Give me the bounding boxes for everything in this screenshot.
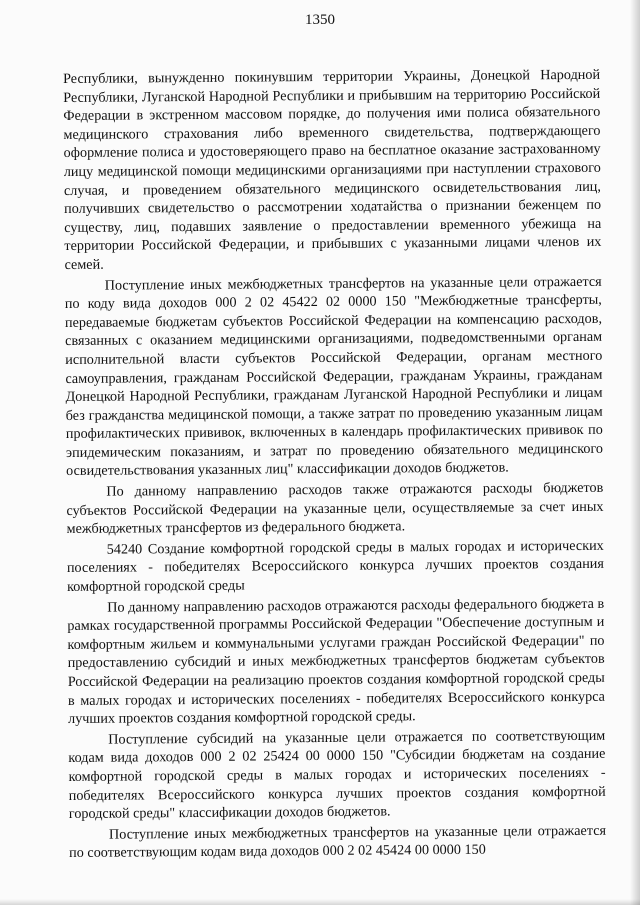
paragraph-3: По данному направлению расходов также отражаются расходы бюджетов субъектов Российской Федерации на указанные цели, осуществляемые за счет иных межбюджетных трансфертов из федерального бюджета. xyxy=(66,479,604,538)
paragraph-1: Республики, вынужденно покинувшим территории Украины, Донецкой Народной Республики, Луганской Народной Республики и прибывшим на территорию Российской Федерации в экстренном массовом порядке, до получения ими полиса обязательного медицинского страхования либо временного свидетельства, подтверждающего оформление полиса и удостоверяющего право на бесплатное оказание застрахованному лицу медицинской помощи медицинскими организациями при наступлении страхового случая, и проведением обязательного медицинского освидетельствования лиц, получивших свидетельство о рассмотрении ходатайства о признании беженцем по существу, лиц, подавших заявление о предоставлении временного убежища на территории Российской Федерации, и прибывших с указанными лицами членов их семей. xyxy=(63,66,602,273)
document-body xyxy=(63,66,606,865)
page-number: 1350 xyxy=(305,12,335,28)
paragraph-4-heading: 54240 Создание комфортной городской среды в малых городах и исторических поселениях - победителях Всероссийского конкурса лучших проектов создания комфортной городской среды xyxy=(66,537,604,596)
scan-edge-shadow xyxy=(630,0,640,905)
scan-bottom-shadow xyxy=(0,899,640,905)
paragraph-7: Поступление иных межбюджетных трансфертов на указанные цели отражается по соответствующим кодам вида доходов 000 2 02 45424 00 0000 150 xyxy=(69,822,607,862)
paragraph-2: Поступление иных межбюджетных трансфертов на указанные цели отражается по коду вида доходов 000 2 02 45422 02 0000 150 "Межбюджетные трансферты, передаваемые бюджетам субъектов Российской Федерации на компенсацию расходов, связанных с оказанием медицинскими организациями, подведомственными органам исполнительной власти субъектов Российской Федерации, органам местного самоуправления, гражданам Российской Федерации, гражданам Украины, гражданам Донецкой Народной Республики, гражданам Луганской Народной Республики и лицам без гражданства медицинской помощи, а также затрат по проведению указанным лицам профилактических прививок, включенных в календарь профилактических прививок по эпидемическим показаниям, и затрат по проведению обязательного медицинского освидетельствования указанных лиц" классификации доходов бюджетов. xyxy=(64,273,604,480)
paragraph-6: Поступление субсидий на указанные цели отражается по соответствующим кодам вида доходов 000 2 02 25424 00 0000 150 "Субсидии бюджетам на создание комфортной городской среды в малых городах и исторических поселениях - победителях Всероссийского конкурса лучших проектов создания комфортной городской среды" классификации доходов бюджетов. xyxy=(68,727,606,823)
paragraph-5: По данному направлению расходов отражаются расходы федерального бюджета в рамках государственной программы Российской Федерации "Обеспечение доступным и комфортным жильем и коммунальными услугами граждан Российской Федерации" по предоставлению субсидий и иных межбюджетных трансфертов бюджетам субъектов Российской Федерации на реализацию проектов создания комфортной городской среды в малых городах и исторических поселениях - победителях Всероссийского конкурса лучших проектов создания комфортной городской среды. xyxy=(67,595,605,728)
